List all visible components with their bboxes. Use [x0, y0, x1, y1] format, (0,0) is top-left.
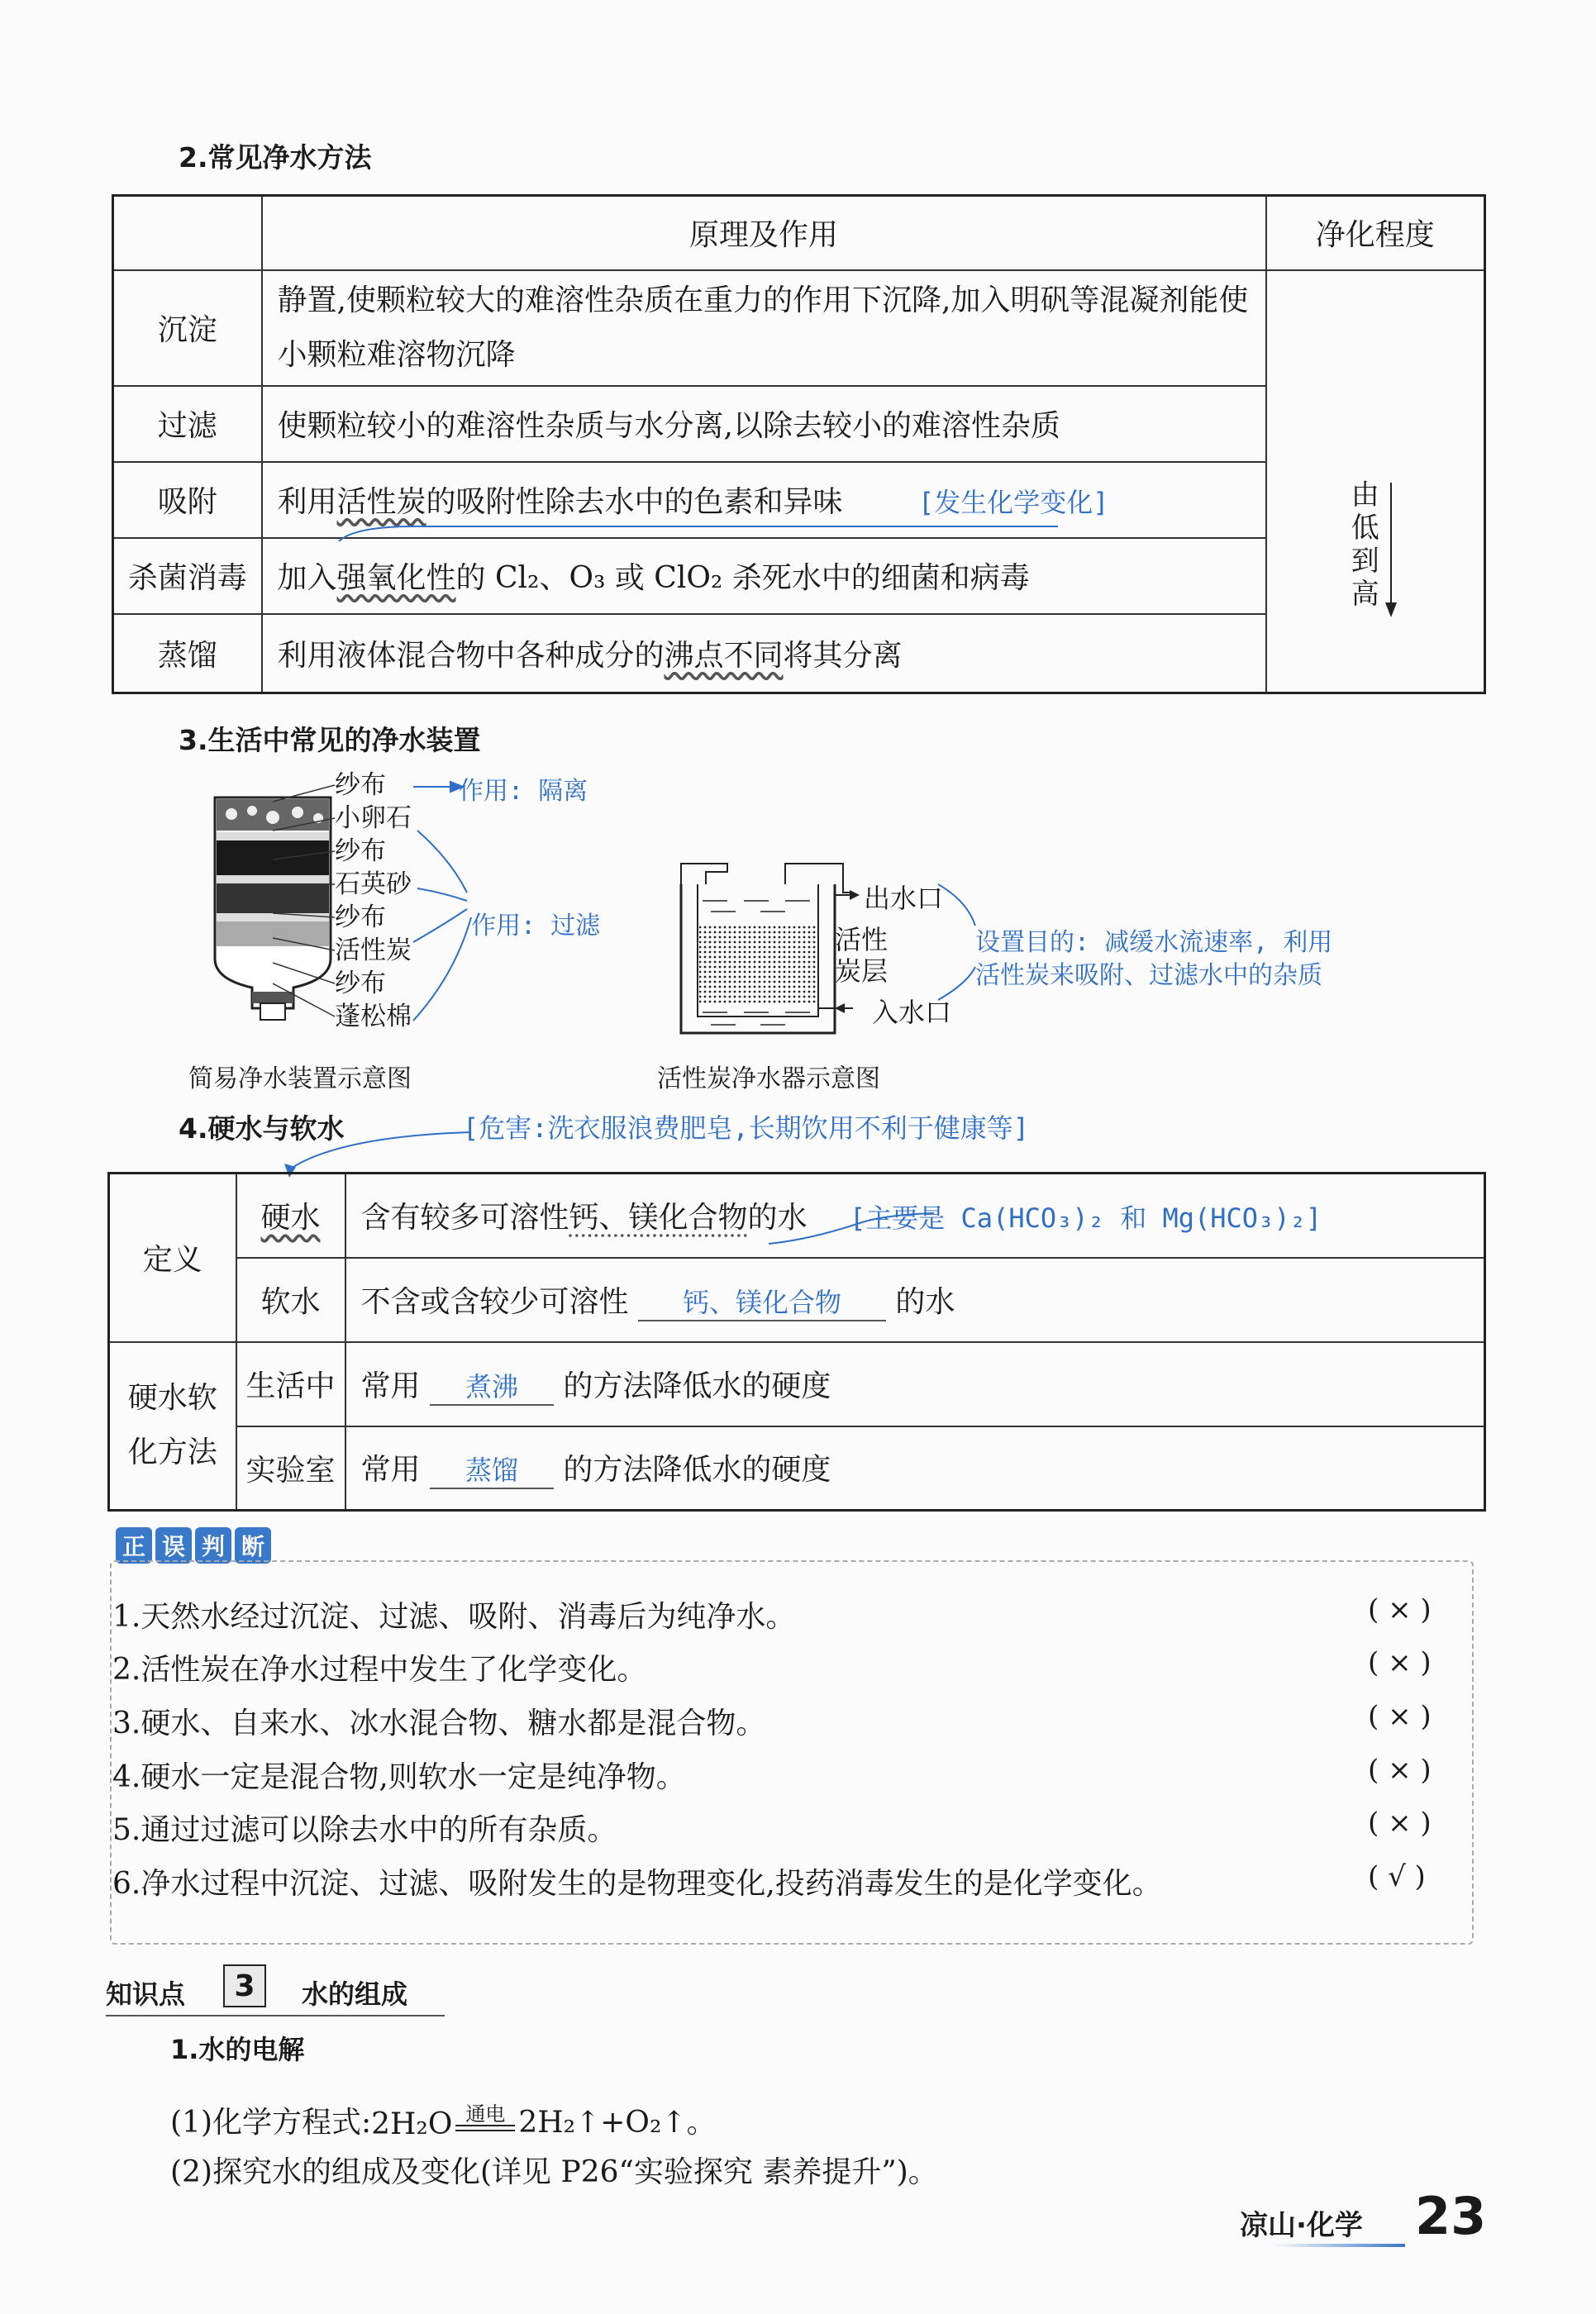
outlet-label: 出水口 [864, 883, 944, 914]
life-label: 生活中 [236, 1342, 345, 1426]
soft-water-label: 软水 [236, 1258, 345, 1342]
down-arrow-icon [1383, 479, 1399, 619]
purpose-note-1: 设置目的: 减缓水流速率, 利用 [975, 928, 1333, 957]
harm-note: [危害:洗衣服浪费肥皂,长期饮用不利于健康等] [463, 1112, 1030, 1144]
eq-condition: 通电 [465, 2102, 506, 2126]
eq-right: 2H₂↑+O₂↑。 [518, 2106, 717, 2140]
knowledge-divider [106, 2015, 445, 2016]
inlet-label: 入水口 [872, 997, 952, 1028]
judge-mark-3: ( × ) [1368, 1700, 1432, 1733]
layer-cotton: 蓬松棉 [335, 1002, 412, 1031]
section-4-title: 4.硬水与软水 [179, 1112, 345, 1145]
carbon-layer-label-2: 炭层 [835, 955, 889, 987]
caption-carbon-purifier: 活性炭净水器示意图 [657, 1064, 880, 1093]
badge-wu: 误 [155, 1527, 192, 1564]
judge-mark-6: ( √ ) [1368, 1860, 1426, 1893]
method-sedimentation: 沉淀 [113, 270, 262, 386]
judge-item-5: 5.通过过滤可以除去水中的所有杂质。 [112, 1813, 617, 1847]
judge-mark-2: ( × ) [1368, 1646, 1432, 1679]
knowledge-title: 水的组成 [302, 1978, 408, 2010]
soft-water-text: 不含或含较少可溶性 钙、镁化合物 的水 [345, 1258, 1485, 1342]
judge-item-1: 1.天然水经过沉淀、过滤、吸附、消毒后为纯净水。 [112, 1600, 796, 1634]
badge-pan: 判 [195, 1527, 231, 1564]
judge-item-2: 2.活性炭在净水过程中发生了化学变化。 [112, 1653, 647, 1687]
layer-gauze-1: 纱布 [335, 770, 386, 800]
header-principle: 原理及作用 [262, 196, 1266, 270]
header-degree: 净化程度 [1266, 196, 1485, 270]
note-connector [331, 517, 1074, 550]
explore-item: (2)探究水的组成及变化(详见 P26“实验探究 素养提升”)。 [170, 2155, 938, 2189]
carbon-layer-label-1: 活性 [835, 924, 889, 955]
layer-activated-carbon: 活性炭 [335, 936, 412, 965]
lab-fill: 蒸馏 [430, 1450, 554, 1489]
footer-page-number: 23 [1415, 2186, 1487, 2246]
method-distillation: 蒸馏 [113, 614, 262, 693]
degree-char-4: 高 [1351, 577, 1379, 611]
hard-water-text: 含有较多可溶性钙、镁化合物的水 [主要是 Ca(HCO₃)₂ 和 Mg(HCO₃)₂] [345, 1174, 1485, 1258]
section-2-title: 2.常见净水方法 [179, 141, 372, 174]
note-filter: 作用: 过滤 [471, 912, 601, 940]
electrolysis-title: 1.水的电解 [170, 2034, 305, 2065]
layer-gauze-2: 纱布 [335, 836, 386, 866]
section-3-title: 3.生活中常见的净水装置 [179, 724, 481, 756]
note-isolate: 作用: 隔离 [459, 777, 588, 806]
text-adsorption: 利用活性炭的吸附性除去水中的色素和异味 [发生化学变化] [262, 462, 1266, 538]
hard-water-note: [主要是 Ca(HCO₃)₂ 和 Mg(HCO₃)₂] [850, 1202, 1322, 1235]
purpose-note-2: 活性炭来吸附、过滤水中的杂质 [975, 961, 1322, 990]
text-sedimentation: 静置,使颗粒较大的难溶性杂质在重力的作用下沉降,加入明矾等混凝剂能使小颗粒难溶物沉降 [262, 270, 1266, 386]
equation-line [170, 2099, 717, 2141]
knowledge-number: 3 [223, 1964, 266, 2007]
eq-left: 2H₂O [371, 2107, 453, 2141]
footer-underline [1273, 2244, 1405, 2247]
text-filtration: 使颗粒较小的难溶性杂质与水分离,以除去较小的难溶性杂质 [262, 386, 1266, 462]
eq-label: (1)化学方程式: [170, 2106, 372, 2140]
layer-gauze-3: 纱布 [335, 902, 386, 932]
note-chemical-change: [发生化学变化] [918, 487, 1109, 518]
caption-simple-purifier: 简易净水装置示意图 [188, 1064, 412, 1093]
text-distillation: 利用液体混合物中各种成分的沸点不同将其分离 [262, 614, 1266, 693]
judge-mark-4: ( × ) [1368, 1754, 1432, 1787]
badge-duan: 断 [235, 1527, 271, 1564]
layer-quartz-sand: 石英砂 [335, 869, 412, 899]
keyword-activated-carbon: 活性炭 [336, 485, 426, 519]
method-label: 硬水软 化方法 [109, 1342, 236, 1511]
method-adsorption: 吸附 [113, 462, 262, 538]
life-text: 常用 煮沸 的方法降低水的硬度 [345, 1342, 1485, 1426]
judge-mark-1: ( × ) [1368, 1593, 1432, 1626]
degree-char-3: 到 [1351, 544, 1379, 578]
method-filtration: 过滤 [113, 386, 262, 462]
layer-pebble: 小卵石 [335, 803, 412, 833]
judge-item-6: 6.净水过程中沉淀、过滤、吸附发生的是物理变化,投药消毒发生的是化学变化。 [112, 1867, 1162, 1901]
eq-double-line [455, 2125, 515, 2131]
text-disinfection: 加入强氧化性的 Cl₂、O₃ 或 ClO₂ 杀死水中的细菌和病毒 [262, 538, 1266, 614]
life-fill: 煮沸 [430, 1366, 554, 1406]
keyword-boiling-point: 沸点不同 [664, 638, 784, 673]
judge-badges [116, 1527, 271, 1564]
footer-region: 凉山·化学 [1240, 2209, 1363, 2242]
keyword-strong-oxidizing: 强氧化性 [336, 561, 456, 595]
method-disinfection: 杀菌消毒 [113, 538, 262, 614]
layer-pointer-lines [273, 769, 488, 1041]
judge-item-4: 4.硬水一定是混合物,则软水一定是纯净物。 [112, 1760, 686, 1794]
eq-arrow [455, 2103, 515, 2141]
degree-char-2: 低 [1351, 511, 1379, 545]
degree-cell [1266, 270, 1485, 693]
keyword-ca-mg: 钙、镁化合物 [569, 1201, 748, 1236]
purification-methods-table [112, 194, 1486, 694]
lab-text: 常用 蒸馏 的方法降低水的硬度 [345, 1426, 1485, 1511]
lab-label: 实验室 [236, 1426, 345, 1511]
soft-water-fill: 钙、镁化合物 [638, 1282, 886, 1321]
degree-char-1: 由 [1351, 478, 1379, 512]
judge-item-3: 3.硬水、自来水、冰水混合物、糖水都是混合物。 [112, 1707, 766, 1740]
hard-water-label: 硬水 [236, 1174, 345, 1258]
judge-mark-5: ( × ) [1368, 1807, 1432, 1840]
knowledge-prefix: 知识点 [106, 1978, 186, 2010]
badge-zheng: 正 [116, 1527, 152, 1564]
hard-note-connector [760, 1207, 942, 1248]
layer-gauze-4: 纱布 [335, 969, 386, 998]
carbon-purifier-diagram [678, 855, 860, 1045]
def-label: 定义 [109, 1174, 236, 1342]
